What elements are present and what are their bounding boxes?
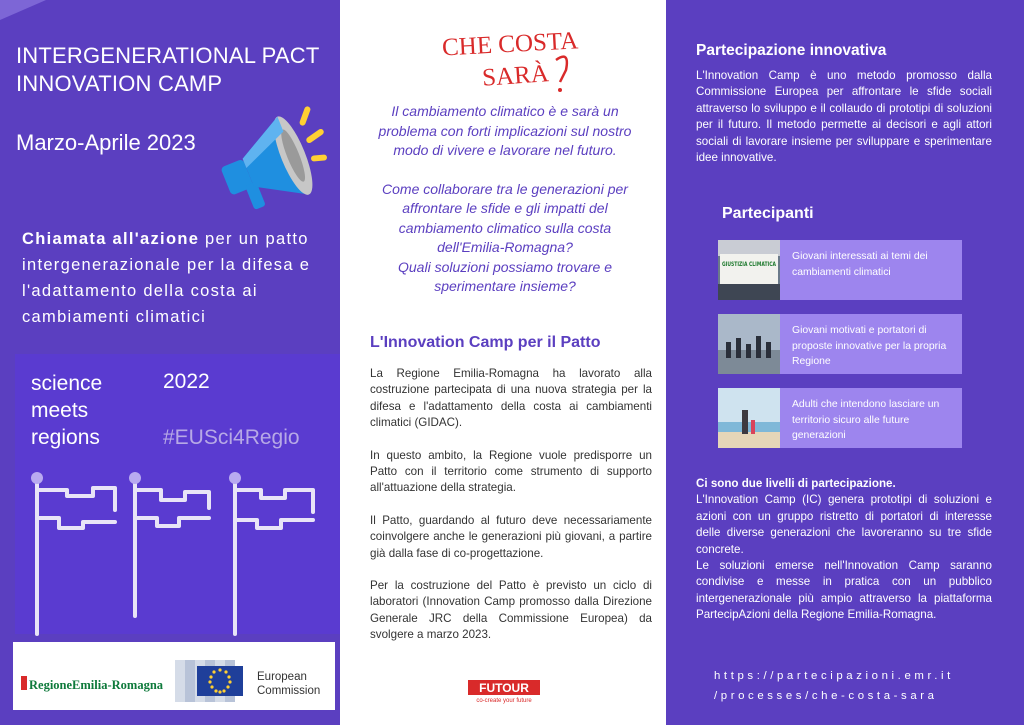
left-panel (0, 0, 340, 725)
participation-text: L'Innovation Camp è uno metodo promosso dalla Commissione Europea per affrontare le sfide sociali attraverso lo sviluppo e il collaudo di prototipi di soluzioni per il futuro. Il metodo permette ai decisori e agli attori sociali di lavorare insieme per sviluppare e sperimentare idee innovative. (696, 69, 992, 165)
region-logo-text: RegioneEmilia-Romagna (29, 678, 164, 692)
science-meets-regions-box (15, 354, 340, 634)
beach-family-photo (718, 388, 780, 448)
climate-protest-photo (718, 240, 780, 300)
call-to-action: Chiamata all'azione per un patto intergenerazionale per la difesa e l'adattamento della costa ai cambiamenti climatici (22, 230, 311, 326)
participation-heading: Partecipazione innovativa (696, 42, 887, 59)
innovation-camp-heading: L'Innovation Camp per il Patto (370, 334, 601, 351)
young-people-photo (718, 314, 780, 374)
european-commission-text: European Commission (257, 671, 321, 697)
corner-accent (0, 0, 46, 20)
intro-questions: Il cambiamento climatico è e sarà un problema con forti implicazioni sul nostro modo di vivere e lavorare nel futuro. Come collaborare tra le generazioni per affrontare le sfide e gli impatti del cambiamento climatico sulla costa dell'Emilia-Romagna? Quali soluzioni possiamo trovare e sperimentare insieme? (378, 103, 632, 294)
participant-text: Adulti che intendono lasciare un territorio sicuro alle future generazioni (792, 399, 940, 441)
smr-hashtag: #EUSci4Regio (163, 426, 300, 449)
participants-heading: Partecipanti (722, 205, 814, 222)
european-commission-flag-icon (175, 658, 251, 704)
middle-panel (340, 0, 666, 725)
participation-levels: Ci sono due livelli di partecipazione. L'Innovation Camp (IC) genera prototipi di soluzioni e azioni con un gruppo ristretto di portatori di interesse delle diverse generazioni che lavoreranno su tre sfide concrete. Le soluzioni emerse nell'Innovation Camp saranno condivise e messe in pratica con un pubblico intergenerazionale più ampio attraverso la piattaforma PartecipAzioni della Regione Emilia-Romagna. (696, 477, 992, 622)
futour-name: FUTOUR (479, 681, 529, 695)
participant-text: Giovani motivati e portatori di proposte innovative per la propria Regione (792, 325, 947, 367)
che-costa-sara-logo (438, 24, 578, 94)
participant-text: Giovani interessati ai temi dei cambiamenti climatici (792, 251, 928, 278)
smr-title: science meets regions (31, 372, 103, 449)
megaphone-icon (212, 100, 332, 218)
region-logo-icon (21, 676, 27, 690)
futour-logo (468, 680, 540, 704)
brand-line1: CHE COSTA (441, 27, 579, 62)
participant-card-young-innovative (718, 314, 962, 374)
event-date: Marzo-Aprile 2023 (16, 130, 196, 155)
brand-line2: SARÀ (481, 60, 550, 92)
participant-card-young-climate (718, 240, 962, 300)
smr-year: 2022 (163, 370, 210, 393)
futour-tagline: co-create your future (476, 698, 532, 704)
participant-card-adults (718, 388, 962, 448)
protest-sign-text: GIUSTIZIA CLIMATICA (722, 260, 776, 268)
right-panel (666, 0, 1024, 725)
event-title: INTERGENERATIONAL PACT INNOVATION CAMP (16, 43, 320, 96)
process-url-link[interactable]: https://partecipazioni.emr.it /processes/che-costa-sara (714, 670, 954, 702)
partner-logos (13, 642, 335, 710)
innovation-camp-body: La Regione Emilia-Romagna ha lavorato alla costruzione partecipata di una nuova strategia per la difesa e l'adattamento della costa ai cambiamenti climatici (GIDAC). In questo ambito, la Regione vuole predisporre un Patto con il territorio come strumento di supporto all'attuazione della strategia. Il Patto, guardando al futuro deve necessariamente coinvolgere anche le generazioni più giovani, a partire già dalla fase di co-progettazione. Per la costruzione del Patto è previsto un ciclo di laboratori (Innovation Camp promosso dalla Direzione Generale JRC della Commissione Europea) da svolgere a marzo 2023. (370, 367, 652, 642)
flags-graphic (25, 466, 325, 634)
